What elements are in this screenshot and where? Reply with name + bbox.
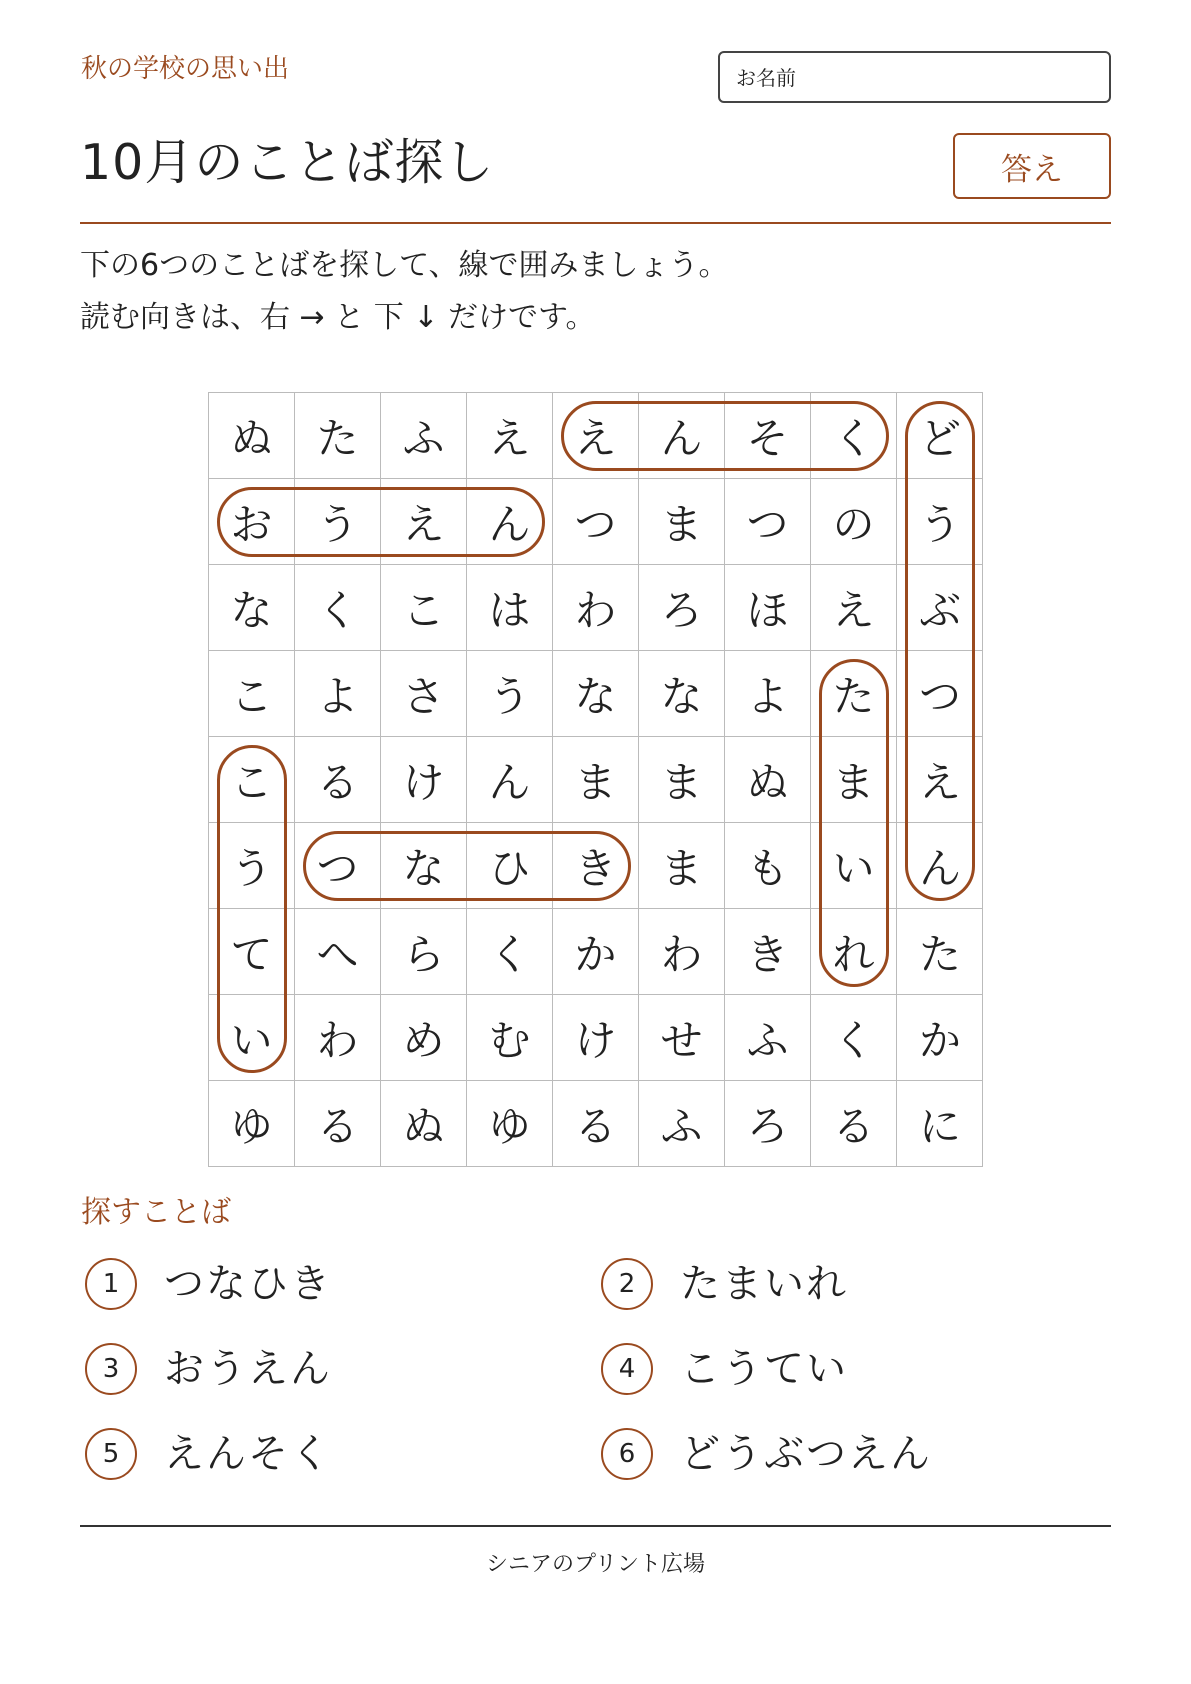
grid-cell[interactable]: う: [209, 823, 295, 909]
grid-cell[interactable]: け: [381, 737, 467, 823]
answer-badge: 答え: [953, 133, 1111, 199]
grid-cell[interactable]: つ: [725, 479, 811, 565]
grid-cell[interactable]: む: [467, 995, 553, 1081]
grid-cell[interactable]: く: [295, 565, 381, 651]
grid-cell[interactable]: ふ: [725, 995, 811, 1081]
word-number-badge: 2: [601, 1258, 653, 1310]
page-title: 10月のことば探し: [80, 134, 495, 191]
grid-cell[interactable]: い: [811, 823, 897, 909]
grid-cell[interactable]: に: [918, 1102, 961, 1151]
grid-cell[interactable]: わ: [553, 565, 639, 651]
word-list-item: [601, 1428, 932, 1480]
grid-cell[interactable]: た: [295, 393, 381, 479]
grid-cell[interactable]: さ: [381, 651, 467, 737]
grid-cell[interactable]: ら: [381, 909, 467, 995]
grid-cell[interactable]: そ: [725, 393, 811, 479]
grid-cell[interactable]: め: [381, 995, 467, 1081]
name-field-label: お名前: [736, 66, 796, 90]
grid-cell[interactable]: え: [811, 565, 897, 651]
grid-cell[interactable]: る: [811, 1081, 897, 1167]
word-number-badge: 3: [85, 1343, 137, 1395]
grid-cell[interactable]: ん: [467, 737, 553, 823]
grid-cell[interactable]: い: [209, 995, 295, 1081]
grid-cell[interactable]: き: [725, 909, 811, 995]
word-list-item: [601, 1258, 848, 1310]
grid-cell[interactable]: う: [467, 651, 553, 737]
grid-cell[interactable]: た: [811, 651, 897, 737]
grid-cell[interactable]: お: [209, 479, 295, 565]
grid-cell[interactable]: も: [725, 823, 811, 909]
grid-cell[interactable]: る: [295, 737, 381, 823]
grid-cell[interactable]: ぬ: [209, 393, 295, 479]
grid-cell[interactable]: え: [553, 393, 639, 479]
grid-cell[interactable]: る: [295, 1081, 381, 1167]
word-text: おうえん: [164, 1346, 332, 1392]
grid-cell[interactable]: ぬ: [381, 1081, 467, 1167]
word-number-badge: 5: [85, 1428, 137, 1480]
grid-cell[interactable]: ま: [639, 737, 725, 823]
word-text: どうぶつえん: [680, 1431, 932, 1477]
grid-cell[interactable]: ふ: [639, 1081, 725, 1167]
grid-cell[interactable]: つ: [295, 823, 381, 909]
word-list-item: [85, 1428, 332, 1480]
grid-cell[interactable]: せ: [639, 995, 725, 1081]
grid-cell[interactable]: よ: [725, 651, 811, 737]
word-text: つなひき: [164, 1261, 332, 1307]
grid-cell[interactable]: つ: [897, 651, 983, 737]
word-text: たまいれ: [680, 1261, 848, 1307]
word-list-item: [85, 1258, 332, 1310]
grid-cell[interactable]: ん: [467, 479, 553, 565]
grid-cell[interactable]: ほ: [725, 565, 811, 651]
grid-cell[interactable]: ふ: [381, 393, 467, 479]
grid-cell[interactable]: て: [209, 909, 295, 995]
grid-cell[interactable]: る: [553, 1081, 639, 1167]
grid-cell[interactable]: え: [381, 479, 467, 565]
grid-cell[interactable]: れ: [811, 909, 897, 995]
grid-cell[interactable]: つ: [553, 479, 639, 565]
grid-cell[interactable]: え: [897, 737, 983, 823]
grid-cell[interactable]: く: [811, 995, 897, 1081]
grid-cell[interactable]: こ: [209, 651, 295, 737]
word-number-badge: 6: [601, 1428, 653, 1480]
header-divider: [80, 222, 1111, 224]
grid-cell[interactable]: ま: [553, 737, 639, 823]
footer-divider: [80, 1525, 1111, 1527]
grid-cell[interactable]: ま: [639, 823, 725, 909]
grid-cell[interactable]: の: [811, 479, 897, 565]
word-list-item: [85, 1343, 332, 1395]
grid-cell[interactable]: た: [897, 909, 983, 995]
word-number-badge: 1: [85, 1258, 137, 1310]
grid-cell[interactable]: ど: [897, 393, 983, 479]
grid-cell[interactable]: わ: [639, 909, 725, 995]
word-search-grid: [208, 392, 983, 1167]
grid-cell[interactable]: わ: [295, 995, 381, 1081]
grid-cell[interactable]: く: [811, 393, 897, 479]
word-text: えんそく: [164, 1431, 332, 1477]
grid-cell[interactable]: ぬ: [725, 737, 811, 823]
word-number-badge: 4: [601, 1343, 653, 1395]
word-list-item: [601, 1343, 848, 1395]
grid-cell[interactable]: ひ: [467, 823, 553, 909]
grid-cell[interactable]: よ: [295, 651, 381, 737]
grid-cell[interactable]: ぶ: [897, 565, 983, 651]
grid-cell[interactable]: こ: [209, 737, 295, 823]
grid-cell[interactable]: ろ: [725, 1081, 811, 1167]
grid-cell[interactable]: う: [295, 479, 381, 565]
grid-cell[interactable]: ゆ: [209, 1081, 295, 1167]
grid-cell[interactable]: く: [467, 909, 553, 995]
word-list-heading: 探すことば: [81, 1195, 231, 1230]
footer-text: シニアのプリント広場: [485, 1552, 706, 1577]
grid-cell[interactable]: か: [897, 995, 983, 1081]
grid-cell[interactable]: え: [467, 393, 553, 479]
grid-cell[interactable]: こ: [381, 565, 467, 651]
grid-cell[interactable]: き: [553, 823, 639, 909]
instruction-line-2: 読む向きは、右 → と 下 ↓ だけです。: [80, 300, 596, 335]
grid-cell[interactable]: ま: [811, 737, 897, 823]
grid-cell[interactable]: ま: [639, 479, 725, 565]
name-field[interactable]: [718, 51, 1111, 103]
grid-cell[interactable]: ろ: [639, 565, 725, 651]
grid-cell[interactable]: ゆ: [467, 1081, 553, 1167]
word-text: こうてい: [680, 1346, 848, 1392]
page-subtitle: 秋の学校の思い出: [81, 54, 290, 84]
grid-cell[interactable]: な: [209, 565, 295, 651]
grid-cell[interactable]: な: [553, 651, 639, 737]
grid-cell[interactable]: け: [553, 995, 639, 1081]
grid-cell[interactable]: う: [897, 479, 983, 565]
grid-cell[interactable]: ん: [897, 823, 983, 909]
grid-cell[interactable]: か: [553, 909, 639, 995]
grid-cell[interactable]: な: [639, 651, 725, 737]
grid-cell[interactable]: は: [467, 565, 553, 651]
instruction-line-1: 下の6つのことばを探して、線で囲みましょう。: [80, 248, 729, 283]
grid-cell[interactable]: ん: [639, 393, 725, 479]
grid-cell[interactable]: へ: [295, 909, 381, 995]
grid-cell[interactable]: な: [381, 823, 467, 909]
